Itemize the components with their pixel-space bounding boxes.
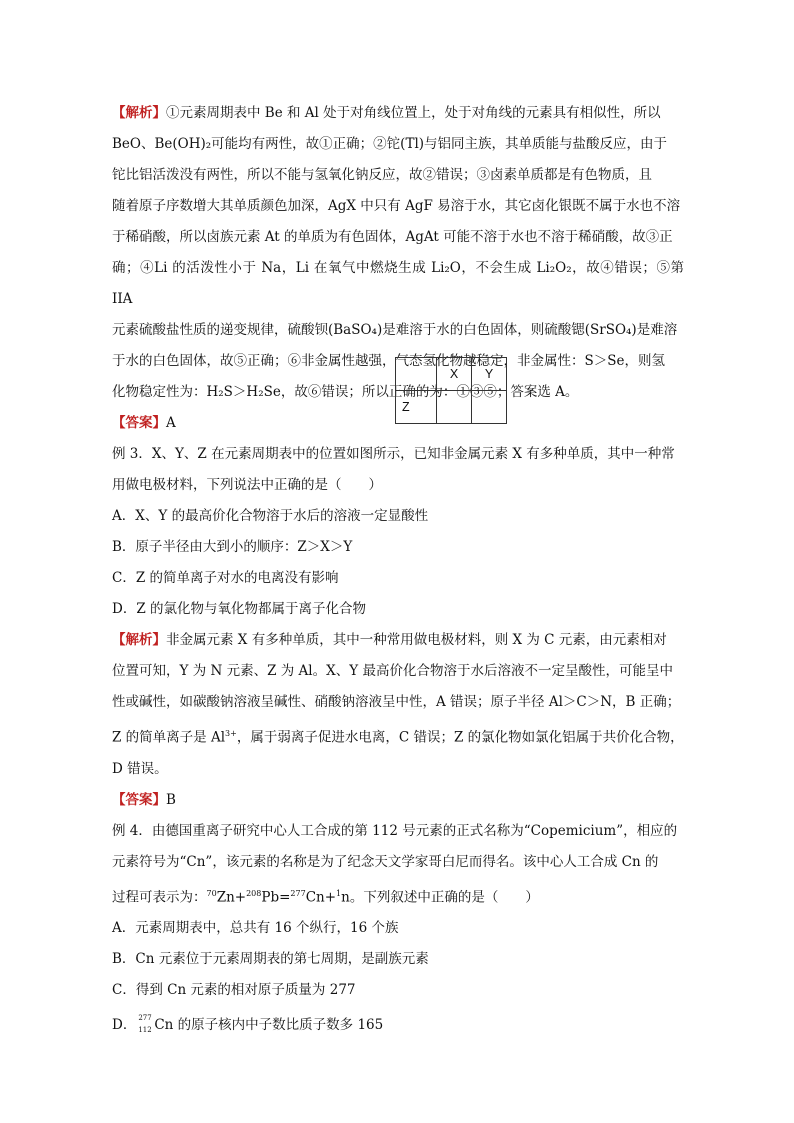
option-d: D．Z 的氯化物与氧化物都属于离子化合物 [112, 601, 366, 617]
answer-tag: 【答案】 [112, 791, 166, 808]
option-b: B．Cn 元素位于元素周期表的第七周期，是副族元素 [112, 951, 429, 967]
example-3-stem: 例 3．X、Y、Z 在元素周期表中的位置如图所示，已知非金属元素 X 有多种单质，其中一种常 [112, 446, 675, 462]
table-cell: Y [472, 358, 507, 391]
periodic-position-table [395, 357, 507, 424]
table-cell [472, 391, 507, 424]
document-page: 【解析】①元素周期表中 Be 和 Al 处于对角线位置上，处于对角线的元素具有相似性，所以 BeO、Be(OH)₂可能均有两性，故①正确；②铊(Tl)与铝同主族，其单质能与盐酸反应，由于 铊比铝活泼没有两性，所以不能与氢氧化钠反应，故②错误；③卤素单质都是有色物质，且 随着原子序数增大其单质颜色加深，AgX 中只有 AgF 易溶于水，其它卤化银既不属于水也不溶 于稀硝酸，所以卤族元素 At 的单质为有色固体，AgAt 可能不溶于水也不溶于稀硝酸，故③正 确；④Li 的活泼性小于 Na，Li 在氧气中燃烧生成 Li₂O，不会生成 Li₂O₂，故④错误；⑤第 IIA 元素硫酸盐性质的递变规律，硫酸钡(BaSO₄)是难溶于水的白色固体，则硫酸锶(SrSO₄)是难溶 于水的白色固体，故⑤正确；⑥非金属性越强，气态氢化物越稳定，非金属性：S＞Se，则氢 化物稳定性为：H₂S＞H₂Se，故⑥错误；所以正确的为：①③⑤；答案选 A。 【答案】A 例 3．X、Y、Z 在元素周期表中的位置如图所示，已知非金属元素 X 有多种单质，其中一种常 用做电极材料，下列说法中正确的是（ ） A．X、Y 的最高价化合物溶于水后的溶液一定显酸性 B．原子半径由大到小的顺序：Z＞X＞Y C．Z 的简单离子对水的电离没有影响 D．Z 的氯化物与氧化物都属于离子化合物 【解析】非金属元素 X 有多种单质，其中一种常用做电极材料，则 X 为 C 元素，由元素相对 位置可知，Y 为 N 元素、Z 为 Al。X、Y 最高价化合物溶于水后溶液不一定呈酸性，可能呈中 性或碱性，如碳酸钠溶液呈碱性、硝酸钠溶液呈中性，A 错误；原子半径 Al＞C＞N，B 正确； Z 的简单离子是 $Al^{3+}$，属于弱离子促进水电离，C 错误；Z 的氯化物如氯化铝属于共价化合物， D 错误。 【答案】B 例 4．由德国重离子研究中心人工合成的第 112 号元素的正式名称为“Copemicium”，相应的 元素符号为“Cn”，该元素的名称是为了纪念天文学家哥白尼而得名。该中心人工合成 Cn 的 过程可表示为：$^{70}$Zn+$^{208}$Pb=$^{277}$Cn+$^1$n。下列叙述中正确的是（ ） A．元素周期表中，总共有 16 个纵行，16 个族 B．Cn 元素位于元素周期表的第七周期，是副族元素 C．得到 Cn 元素的相对原子质量为 277 D． 277 112 Cn 的原子核内中子数比质子数多 165 [112, 98, 684, 1041]
option-c: C．得到 Cn 元素的相对原子质量为 277 [112, 982, 356, 998]
answer-value: B [166, 791, 176, 808]
nuclear-equation-line: 过程可表示为：$^{70}$Zn+$^{208}$Pb=$^{277}$Cn+$^1$n。下列叙述中正确的是（ ） [112, 888, 539, 905]
answer-line-2 [112, 785, 684, 816]
answer-value: A [166, 415, 176, 431]
table-cell: X [437, 358, 472, 391]
analysis-tag: 【解析】 [112, 105, 166, 121]
nuclide-notation: 277 112 [138, 1013, 152, 1034]
option-d: D． 277 112 Cn 的原子核内中子数比质子数多 165 [112, 1013, 384, 1034]
option-b: B．原子半径由大到小的顺序：Z＞X＞Y [112, 539, 353, 555]
analysis-paragraph-2: 【解析】非金属元素 X 有多种单质，其中一种常用做电极材料，则 X 为 C 元素，由元素相对 [112, 632, 667, 648]
answer-tag: 【答案】 [112, 415, 166, 431]
option-a: A．X、Y 的最高价化合物溶于水后的溶液一定显酸性 [112, 508, 429, 524]
analysis-tag: 【解析】 [112, 632, 166, 648]
option-c: C．Z 的简单离子对水的电离没有影响 [112, 570, 339, 586]
analysis-paragraph-1: 【解析】①元素周期表中 Be 和 Al 处于对角线位置上，处于对角线的元素具有相似性，所以 [112, 105, 661, 121]
option-a: A．元素周期表中，总共有 16 个纵行，16 个族 [112, 920, 399, 936]
example-4-stem: 例 4．由德国重离子研究中心人工合成的第 112 号元素的正式名称为“Copemicium”，相应的 [112, 822, 678, 839]
table-cell: Z [396, 391, 437, 424]
table-cell [437, 391, 472, 424]
table-cell [396, 358, 437, 391]
